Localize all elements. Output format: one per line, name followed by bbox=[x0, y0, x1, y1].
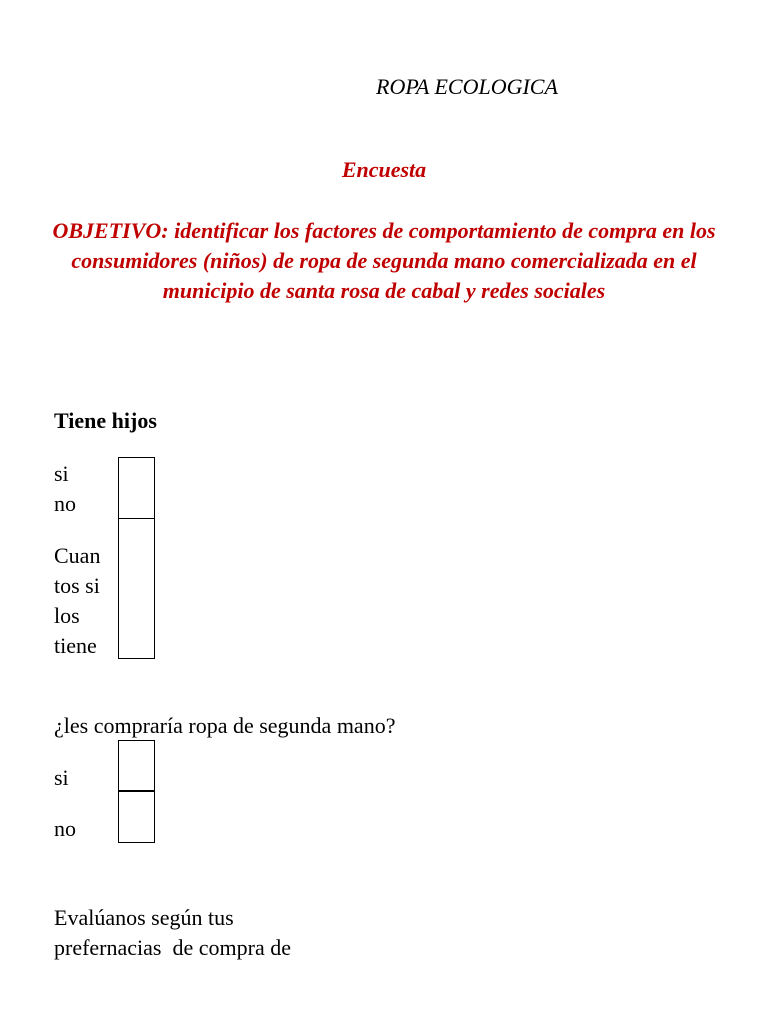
document-title: ROPA ECOLOGICA bbox=[376, 74, 558, 99]
option-no-label: no bbox=[54, 816, 76, 841]
option-no-label: no bbox=[54, 491, 76, 516]
question-line: prefernacias de compra de bbox=[54, 935, 291, 960]
question-buy-second-hand: ¿les compraría ropa de segunda mano? bbox=[54, 713, 396, 738]
survey-subtitle: Encuesta bbox=[341, 157, 427, 182]
checkbox-has-children-no[interactable] bbox=[118, 488, 155, 519]
how-many-line: tos si bbox=[54, 573, 100, 598]
question-has-children: Tiene hijos bbox=[54, 408, 157, 433]
option-yes-label: si bbox=[54, 461, 69, 486]
question-evaluate-preferences bbox=[54, 903, 291, 963]
checkbox-buy-no[interactable] bbox=[118, 813, 155, 843]
how-many-label bbox=[54, 541, 100, 661]
how-many-line: tiene bbox=[54, 633, 97, 658]
spacer-cell bbox=[118, 518, 155, 540]
question-line: Evalúanos según tus bbox=[54, 905, 234, 930]
how-many-line: Cuan bbox=[54, 543, 101, 568]
option-yes-label: si bbox=[54, 765, 69, 790]
checkbox-buy-yes[interactable] bbox=[118, 762, 155, 791]
how-many-line: los bbox=[54, 603, 80, 628]
spacer-cell bbox=[118, 740, 155, 763]
checkbox-has-children-yes[interactable] bbox=[118, 457, 155, 489]
spacer-cell bbox=[118, 791, 155, 814]
survey-objective: OBJETIVO: identificar los factores de comportamiento de compra en los consumidores (niños) de ropa de segunda mano comercializada en el municipio de santa rosa de cabal y redes sociales bbox=[52, 218, 716, 303]
how-many-input-box[interactable] bbox=[118, 539, 155, 659]
